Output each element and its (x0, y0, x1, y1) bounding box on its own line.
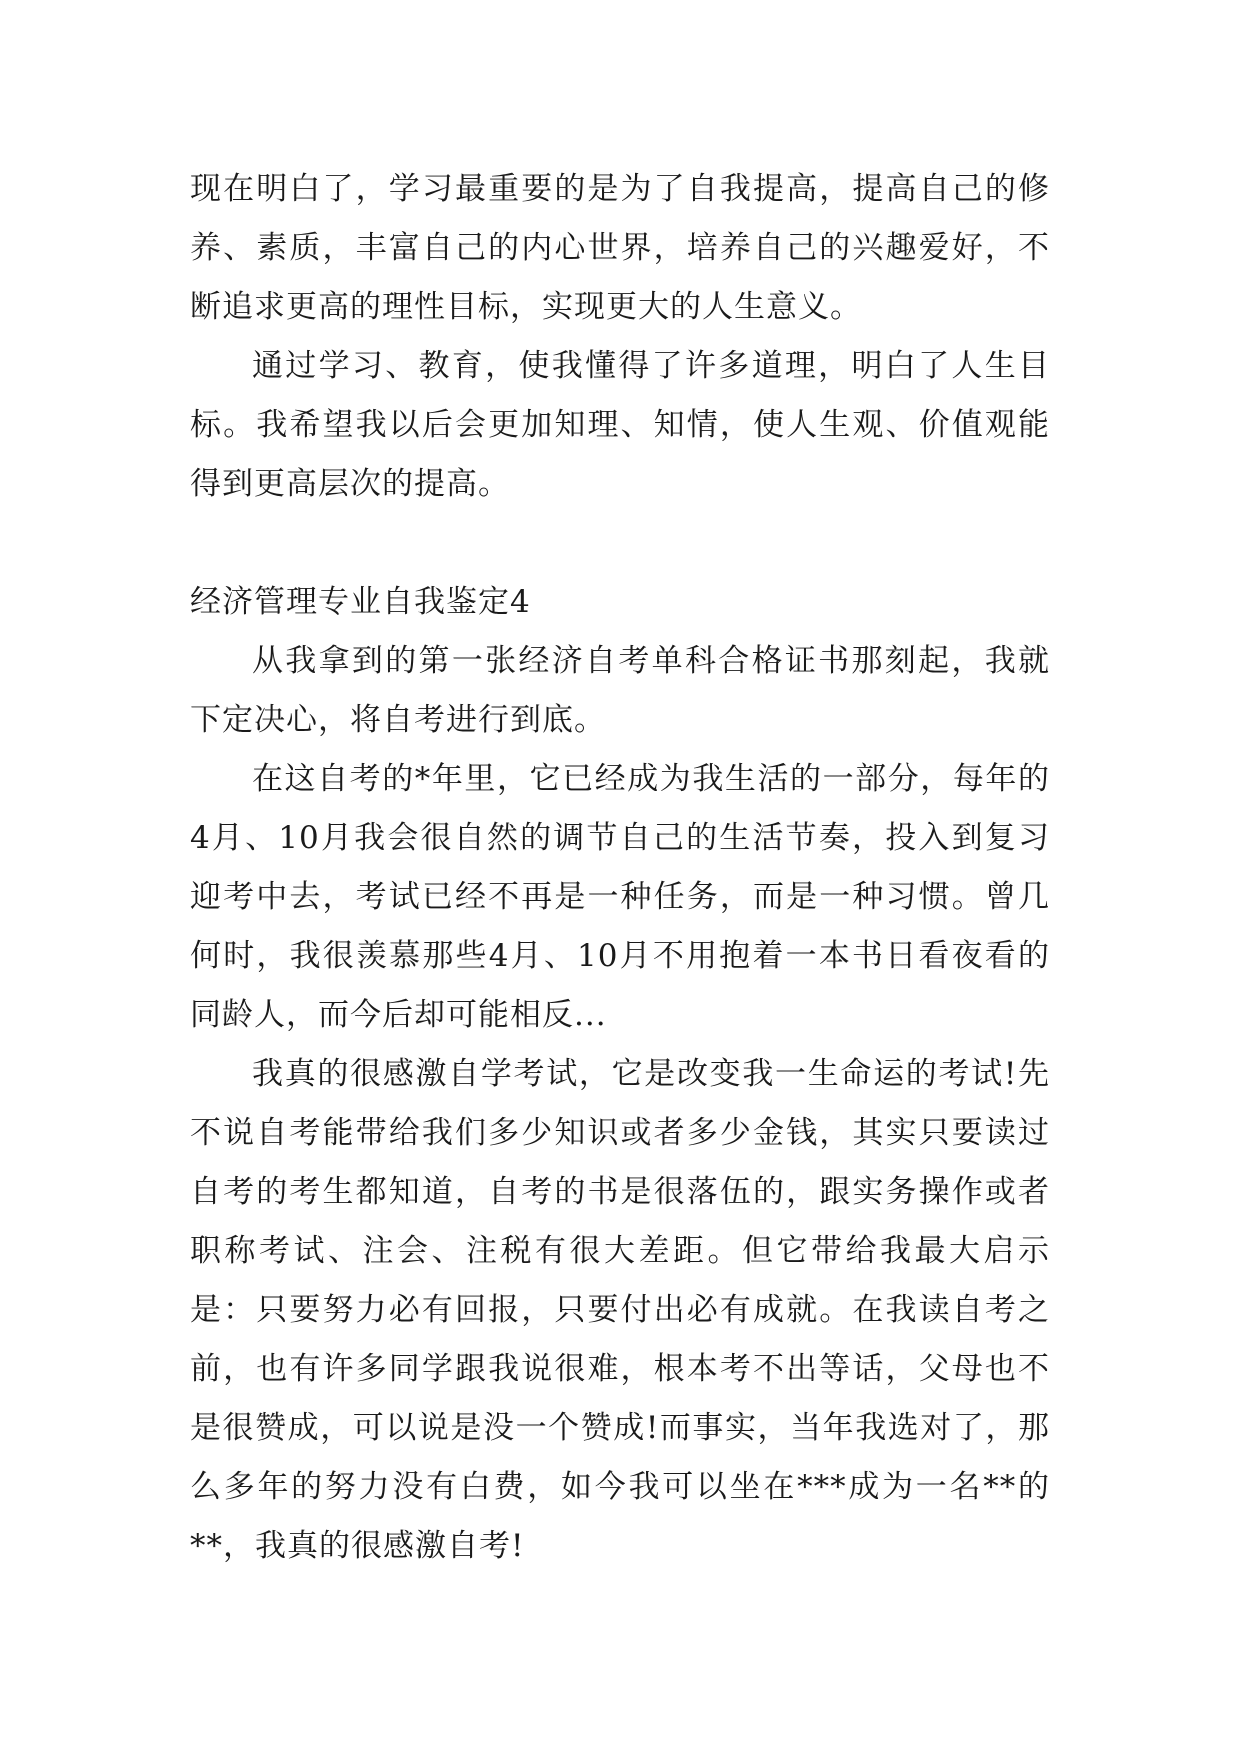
paragraph-continuation: 现在明白了，学习最重要的是为了自我提高，提高自己的修养、素质，丰富自己的内心世界，培养自己的兴趣爱好，不断追求更高的理性目标，实现更大的人生意义。 (190, 171, 1050, 325)
paragraph: 在这自考的*年里，它已经成为我生活的一部分，每年的4月、10月我会很自然的调节自己的生活节奏，投入到复习迎考中去，考试已经不再是一种任务，而是一种习惯。曾几何时，我很羡慕那些4月、10月不用抱着一本书日看夜看的同龄人，而今后却可能相反... (190, 761, 1050, 1033)
paragraph: 从我拿到的第一张经济自考单科合格证书那刻起，我就下定决心，将自考进行到底。 (190, 643, 1050, 738)
paragraph: 我真的很感激自学考试，它是改变我一生命运的考试!先不说自考能带给我们多少知识或者多少金钱，其实只要读过自考的考生都知道，自考的书是很落伍的，跟实务操作或者职称考试、注会、注税有很大差距。但它带给我最大启示是：只要努力必有回报，只要付出必有成就。在我读自考之前，也有许多同学跟我说很难，根本考不出等话，父母也不是很赞成，可以说是没一个赞成!而事实，当年我选对了，那么多年的努力没有白费，如今我可以坐在***成为一名**的**，我真的很感激自考! (190, 1056, 1050, 1564)
paragraph: 通过学习、教育，使我懂得了许多道理，明白了人生目标。我希望我以后会更加知理、知情，使人生观、价值观能得到更高层次的提高。 (190, 348, 1050, 502)
document-body (190, 160, 1050, 1576)
section-heading: 经济管理专业自我鉴定4 (190, 584, 531, 620)
